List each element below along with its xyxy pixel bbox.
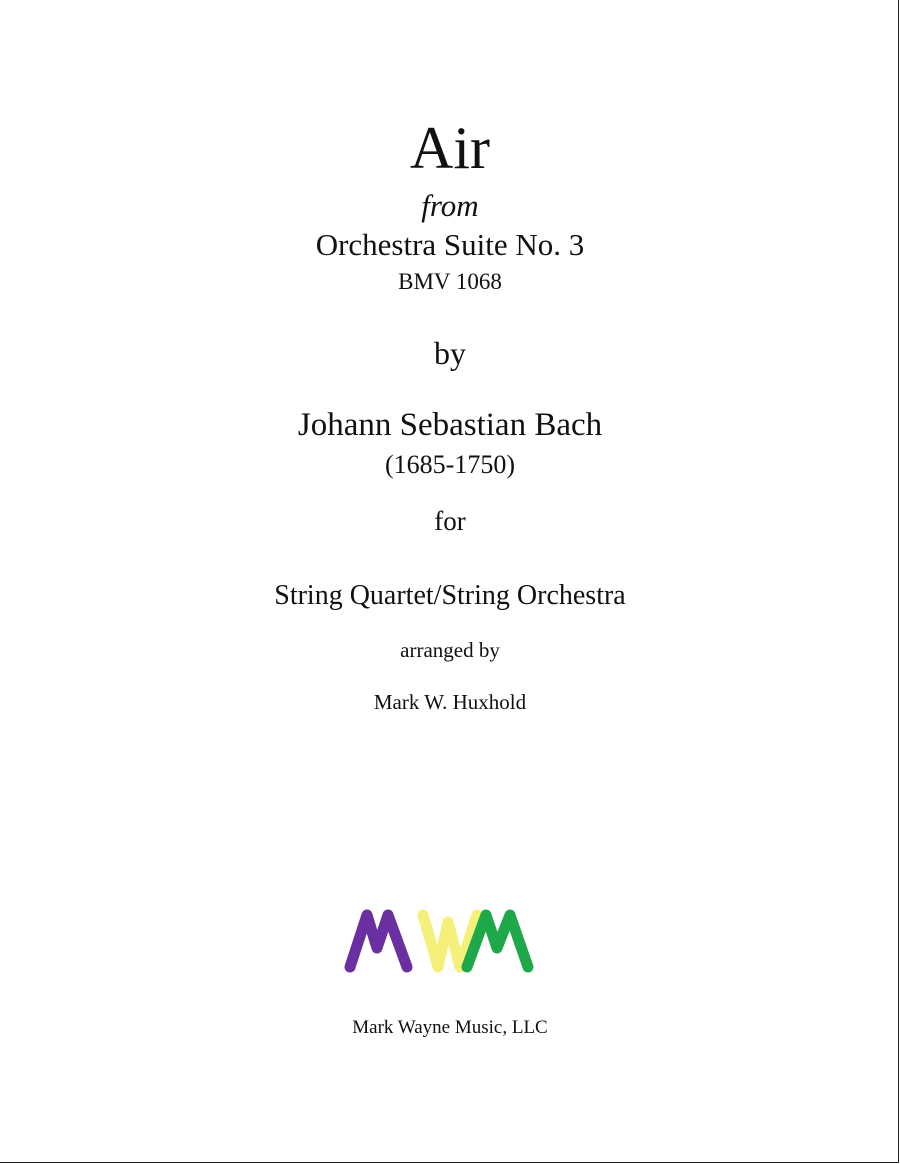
composer-name: Johann Sebastian Bach — [297, 407, 603, 443]
by-label: by — [434, 335, 466, 371]
publisher-name: Mark Wayne Music, LLC — [352, 1017, 548, 1038]
composer-dates: (1685-1750) — [385, 450, 515, 479]
logo-letter-m-left — [350, 915, 407, 967]
catalog-number: BMV 1068 — [398, 269, 502, 294]
for-label: for — [434, 506, 466, 536]
arranger-name: Mark W. Huxhold — [373, 690, 527, 714]
work-title: Orchestra Suite No. 3 — [315, 227, 585, 262]
instrumentation: String Quartet/String Orchestra — [274, 580, 626, 611]
arranged-by-label: arranged by — [400, 638, 500, 662]
from-label: from — [421, 188, 479, 223]
mwm-logo — [340, 900, 555, 980]
piece-title: Air — [410, 115, 490, 181]
